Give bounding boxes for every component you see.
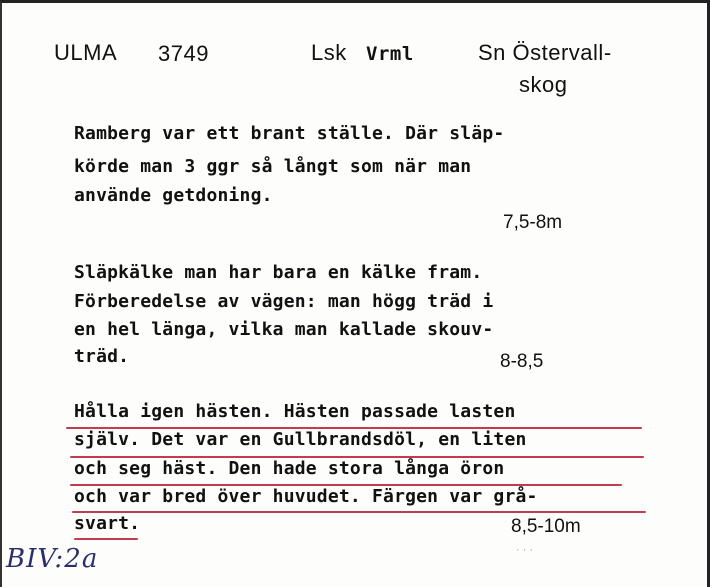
- paragraph-3-measure: 8,5-10m: [511, 516, 581, 537]
- paragraph-1-line-2: körde man 3 ggr så långt som när man: [74, 156, 472, 177]
- parish-line-1: Sn Östervall-: [478, 40, 612, 65]
- paragraph-2-line-2: Förberedelse av vägen: man högg träd i: [74, 291, 494, 312]
- province-label: Lsk: [311, 40, 347, 65]
- archive-name: ULMA: [54, 40, 118, 65]
- red-underline: [72, 511, 646, 513]
- paragraph-3-line-1: Hålla igen hästen. Hästen passade lasten: [74, 401, 516, 422]
- parish-line-2: skog: [519, 72, 568, 97]
- paragraph-1-line-1: Ramberg var ett brant ställe. Där släp-: [74, 123, 505, 144]
- paragraph-2-line-1: Släpkälke man har bara en kälke fram.: [74, 262, 483, 283]
- paragraph-2-line-4: träd.: [74, 346, 130, 367]
- paragraph-1-line-3: använde getdoning.: [74, 185, 273, 206]
- paragraph-3-line-5: svart.: [74, 513, 141, 534]
- paragraph-3-line-4: och var bred över huvudet. Färgen var grå-: [74, 486, 538, 507]
- province-code: Vrml: [366, 43, 414, 65]
- paragraph-3-line-3: och seg häst. Den hade stora långa öron: [74, 458, 505, 479]
- paragraph-3-line-2: själv. Det var en Gullbrandsdöl, en liten: [74, 429, 527, 450]
- handwritten-reference: BIV:2a: [6, 544, 99, 574]
- paragraph-2-measure: 8-8,5: [500, 351, 544, 372]
- record-number: 3749: [158, 41, 209, 66]
- paragraph-2-line-3: en hel länga, vilka man kallade skouv-: [74, 319, 494, 340]
- paragraph-1-measure: 7,5-8m: [503, 212, 563, 233]
- ink-smudge: · · ·: [516, 544, 534, 556]
- red-underline: [74, 538, 138, 540]
